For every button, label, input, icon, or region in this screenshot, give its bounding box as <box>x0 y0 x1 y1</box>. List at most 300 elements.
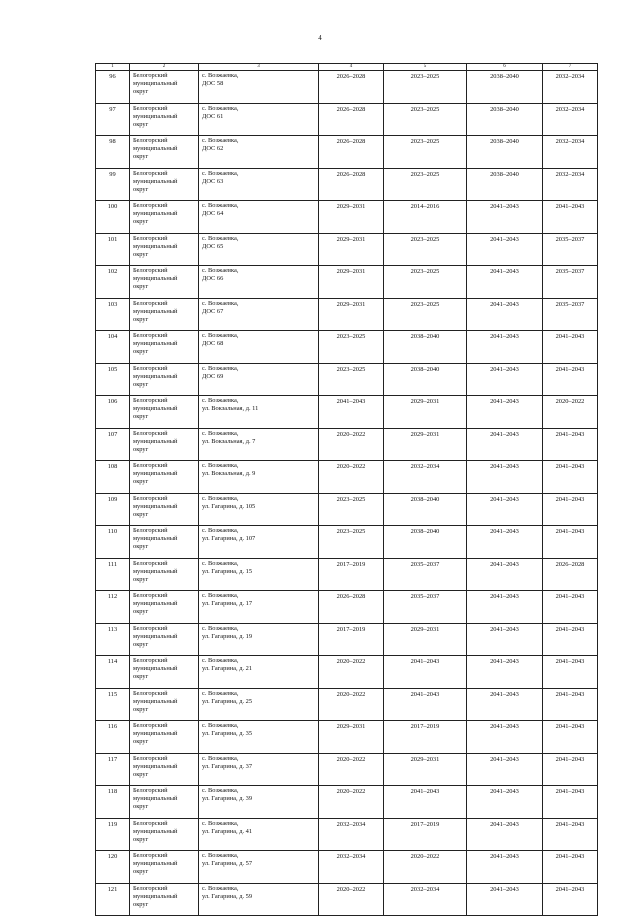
district-line: муниципальный <box>133 535 178 542</box>
address-line: с. Возжаевка, <box>202 689 239 697</box>
address-cell <box>199 721 319 754</box>
address-cell <box>199 493 319 526</box>
district-line: Белогорский <box>133 754 168 762</box>
period-cell-p4: 2020–2022 <box>319 428 384 461</box>
period-cell-p4: 2032–2034 <box>319 818 384 851</box>
period-cell-p5: 2023–2025 <box>384 136 467 169</box>
district-line: Белогорский <box>133 202 168 209</box>
period-cell-p4: 2029–2031 <box>319 233 384 266</box>
district-line: муниципальный <box>133 275 178 282</box>
period-cell-p5: 2038–2040 <box>384 493 467 526</box>
table-row <box>96 461 598 494</box>
row-number-cell: 111 <box>96 558 130 591</box>
address-line: ДОС 62 <box>202 145 224 152</box>
district-line: округ <box>133 315 149 323</box>
period-cell-p7: 2035–2037 <box>543 233 598 266</box>
district-cell <box>130 363 199 396</box>
period-cell-p7: 2032–2034 <box>543 136 598 169</box>
address-line: ДОС 65 <box>202 242 224 250</box>
address-line: ДОС 61 <box>202 112 224 120</box>
address-line: ДОС 63 <box>202 177 224 185</box>
district-cell <box>130 396 199 429</box>
period-cell-p5: 2029–2031 <box>384 623 467 656</box>
district-line: Белогорский <box>133 624 168 632</box>
period-cell-p5: 2038–2040 <box>384 526 467 559</box>
address-line: ул. Гагарина, д. 17 <box>202 600 253 607</box>
period-cell-p4: 2029–2031 <box>319 266 384 299</box>
period-cell-p7: 2041–2043 <box>543 656 598 689</box>
period-cell-p5: 2035–2037 <box>384 558 467 591</box>
period-cell-p6: 2041–2043 <box>467 461 543 494</box>
district-cell <box>130 818 199 851</box>
period-cell-p7: 2041–2043 <box>543 461 598 494</box>
address-cell <box>199 136 319 169</box>
schedule-table <box>95 63 598 916</box>
district-line: муниципальный <box>133 307 178 315</box>
address-cell <box>199 103 319 136</box>
address-line: ул. Вокзальная, д. 9 <box>202 470 256 477</box>
period-cell-p6: 2041–2043 <box>467 656 543 689</box>
address-line: ул. Гагарина, д. 107 <box>202 535 256 542</box>
table-row <box>96 688 598 721</box>
period-cell-p7: 2041–2043 <box>543 623 598 656</box>
district-cell <box>130 493 199 526</box>
address-line: с. Возжаевка, <box>202 104 239 112</box>
table-row <box>96 363 598 396</box>
address-line: с. Возжаевка, <box>202 234 239 242</box>
address-line: с. Возжаевка, <box>202 299 239 307</box>
table-row <box>96 396 598 429</box>
period-cell-p6: 2041–2043 <box>467 591 543 624</box>
address-line: с. Возжаевка, <box>202 429 239 437</box>
row-number-cell: 107 <box>96 428 130 461</box>
address-line: ул. Гагарина, д. 41 <box>202 827 253 835</box>
page-number: 4 <box>318 34 322 42</box>
district-line: муниципальный <box>133 762 178 770</box>
district-line: муниципальный <box>133 795 178 802</box>
district-line: округ <box>133 868 149 875</box>
period-cell-p7: 2041–2043 <box>543 493 598 526</box>
district-cell <box>130 883 199 916</box>
district-line: округ <box>133 673 149 680</box>
district-line: округ <box>133 185 149 193</box>
period-cell-p6: 2041–2043 <box>467 526 543 559</box>
district-cell <box>130 71 199 104</box>
address-line: с. Возжаевка, <box>202 397 239 404</box>
district-line: муниципальный <box>133 437 178 445</box>
period-cell-p7: 2041–2043 <box>543 818 598 851</box>
period-cell-p6: 2041–2043 <box>467 851 543 884</box>
table-row <box>96 753 598 786</box>
period-cell-p7: 2032–2034 <box>543 168 598 201</box>
header-cell: 1 <box>96 64 130 71</box>
address-cell <box>199 396 319 429</box>
period-cell-p4: 2020–2022 <box>319 688 384 721</box>
district-line: муниципальный <box>133 210 178 217</box>
period-cell-p6: 2041–2043 <box>467 688 543 721</box>
period-cell-p4: 2029–2031 <box>319 201 384 234</box>
row-number-cell: 120 <box>96 851 130 884</box>
period-cell-p5: 2017–2019 <box>384 721 467 754</box>
district-line: муниципальный <box>133 405 178 412</box>
period-cell-p7: 2032–2034 <box>543 71 598 104</box>
period-cell-p4: 2023–2025 <box>319 493 384 526</box>
address-cell <box>199 266 319 299</box>
district-line: округ <box>133 738 149 745</box>
period-cell-p7: 2041–2043 <box>543 688 598 721</box>
district-cell <box>130 168 199 201</box>
district-line: округ <box>133 900 149 908</box>
address-cell <box>199 591 319 624</box>
address-line: с. Возжаевка, <box>202 137 239 144</box>
district-cell <box>130 428 199 461</box>
period-cell-p4: 2029–2031 <box>319 721 384 754</box>
period-cell-p6: 2041–2043 <box>467 363 543 396</box>
table-row <box>96 786 598 819</box>
district-line: муниципальный <box>133 112 178 120</box>
district-line: Белогорский <box>133 852 168 859</box>
district-line: Белогорский <box>133 267 168 274</box>
period-cell-p7: 2041–2043 <box>543 201 598 234</box>
row-number-cell: 121 <box>96 883 130 916</box>
district-cell <box>130 558 199 591</box>
district-cell <box>130 688 199 721</box>
period-cell-p6: 2041–2043 <box>467 786 543 819</box>
district-line: муниципальный <box>133 632 178 640</box>
district-line: Белогорский <box>133 819 168 827</box>
period-cell-p4: 2026–2028 <box>319 103 384 136</box>
table-row <box>96 428 598 461</box>
district-line: муниципальный <box>133 827 178 835</box>
address-line: с. Возжаевка, <box>202 332 239 339</box>
district-line: округ <box>133 575 149 583</box>
address-line: с. Возжаевка, <box>202 787 239 794</box>
district-line: округ <box>133 218 149 225</box>
period-cell-p6: 2041–2043 <box>467 233 543 266</box>
period-cell-p5: 2041–2043 <box>384 688 467 721</box>
address-line: ДОС 58 <box>202 80 224 87</box>
address-line: ДОС 64 <box>202 210 224 217</box>
address-line: с. Возжаевка, <box>202 494 239 502</box>
district-line: Белогорский <box>133 429 168 437</box>
row-number-cell: 96 <box>96 71 130 104</box>
address-line: ул. Вокзальная, д. 7 <box>202 437 256 445</box>
district-line: Белогорский <box>133 592 168 599</box>
row-number-cell: 119 <box>96 818 130 851</box>
district-line: округ <box>133 510 149 518</box>
period-cell-p7: 2032–2034 <box>543 103 598 136</box>
period-cell-p4: 2017–2019 <box>319 623 384 656</box>
period-cell-p4: 2026–2028 <box>319 168 384 201</box>
period-cell-p7: 2041–2043 <box>543 786 598 819</box>
district-cell <box>130 331 199 364</box>
district-line: муниципальный <box>133 242 178 250</box>
period-cell-p7: 2041–2043 <box>543 428 598 461</box>
period-cell-p6: 2041–2043 <box>467 818 543 851</box>
district-line: округ <box>133 835 149 843</box>
district-line: муниципальный <box>133 470 178 477</box>
header-cell: 6 <box>467 64 543 71</box>
address-line: с. Возжаевка, <box>202 527 239 534</box>
table-row <box>96 298 598 331</box>
district-line: округ <box>133 120 149 128</box>
address-line: с. Возжаевка, <box>202 657 239 664</box>
period-cell-p6: 2041–2043 <box>467 883 543 916</box>
table-row <box>96 851 598 884</box>
period-cell-p5: 2014–2016 <box>384 201 467 234</box>
row-number-cell: 102 <box>96 266 130 299</box>
row-number-cell: 97 <box>96 103 130 136</box>
period-cell-p4: 2023–2025 <box>319 331 384 364</box>
address-line: с. Возжаевка, <box>202 462 239 469</box>
row-number-cell: 106 <box>96 396 130 429</box>
row-number-cell: 108 <box>96 461 130 494</box>
district-line: Белогорский <box>133 494 168 502</box>
address-cell <box>199 201 319 234</box>
period-cell-p4: 2023–2025 <box>319 526 384 559</box>
address-cell <box>199 71 319 104</box>
header-cell: 5 <box>384 64 467 71</box>
district-line: Белогорский <box>133 104 168 112</box>
district-cell <box>130 623 199 656</box>
district-line: округ <box>133 153 149 160</box>
header-row <box>96 64 598 71</box>
table-body <box>96 71 598 916</box>
district-line: округ <box>133 543 149 550</box>
address-line: ДОС 68 <box>202 340 224 347</box>
period-cell-p6: 2041–2043 <box>467 428 543 461</box>
district-cell <box>130 656 199 689</box>
period-cell-p7: 2041–2043 <box>543 753 598 786</box>
district-line: округ <box>133 640 149 648</box>
address-line: ул. Гагарина, д. 59 <box>202 892 253 900</box>
district-line: округ <box>133 705 149 713</box>
period-cell-p5: 2029–2031 <box>384 428 467 461</box>
address-cell <box>199 753 319 786</box>
period-cell-p4: 2026–2028 <box>319 591 384 624</box>
period-cell-p7: 2041–2043 <box>543 851 598 884</box>
address-cell <box>199 818 319 851</box>
row-number-cell: 99 <box>96 168 130 201</box>
period-cell-p6: 2041–2043 <box>467 396 543 429</box>
period-cell-p5: 2023–2025 <box>384 233 467 266</box>
address-line: ул. Гагарина, д. 19 <box>202 632 253 640</box>
district-line: муниципальный <box>133 80 178 87</box>
period-cell-p7: 2020–2022 <box>543 396 598 429</box>
period-cell-p4: 2032–2034 <box>319 851 384 884</box>
period-cell-p5: 2029–2031 <box>384 753 467 786</box>
period-cell-p6: 2041–2043 <box>467 623 543 656</box>
table-row <box>96 818 598 851</box>
district-line: муниципальный <box>133 892 178 900</box>
address-line: с. Возжаевка, <box>202 202 239 209</box>
address-line: ул. Гагарина, д. 39 <box>202 795 253 802</box>
period-cell-p6: 2041–2043 <box>467 298 543 331</box>
address-line: с. Возжаевка, <box>202 624 239 632</box>
district-cell <box>130 136 199 169</box>
table-row <box>96 233 598 266</box>
district-line: Белогорский <box>133 234 168 242</box>
period-cell-p7: 2041–2043 <box>543 721 598 754</box>
period-cell-p5: 2023–2025 <box>384 266 467 299</box>
period-cell-p5: 2041–2043 <box>384 656 467 689</box>
row-number-cell: 104 <box>96 331 130 364</box>
address-cell <box>199 883 319 916</box>
address-line: с. Возжаевка, <box>202 819 239 827</box>
period-cell-p4: 2020–2022 <box>319 461 384 494</box>
district-line: Белогорский <box>133 169 168 177</box>
address-line: ул. Гагарина, д. 57 <box>202 860 253 867</box>
address-line: ДОС 66 <box>202 275 224 282</box>
address-line: ул. Гагарина, д. 15 <box>202 567 253 575</box>
district-line: муниципальный <box>133 860 178 867</box>
period-cell-p6: 2041–2043 <box>467 493 543 526</box>
district-line: Белогорский <box>133 559 168 567</box>
district-line: округ <box>133 283 149 290</box>
address-cell <box>199 623 319 656</box>
table-row <box>96 71 598 104</box>
period-cell-p6: 2041–2043 <box>467 266 543 299</box>
district-line: муниципальный <box>133 177 178 185</box>
district-line: муниципальный <box>133 372 178 380</box>
address-line: с. Возжаевка, <box>202 72 239 79</box>
district-line: муниципальный <box>133 340 178 347</box>
period-cell-p6: 2041–2043 <box>467 753 543 786</box>
district-cell <box>130 721 199 754</box>
address-line: ул. Вокзальная, д. 11 <box>202 405 259 412</box>
district-line: округ <box>133 380 149 388</box>
period-cell-p6: 2041–2043 <box>467 721 543 754</box>
row-number-cell: 100 <box>96 201 130 234</box>
period-cell-p4: 2041–2043 <box>319 396 384 429</box>
district-cell <box>130 526 199 559</box>
period-cell-p6: 2038–2040 <box>467 136 543 169</box>
table-row <box>96 103 598 136</box>
address-line: ул. Гагарина, д. 35 <box>202 730 253 737</box>
address-line: ул. Гагарина, д. 21 <box>202 665 253 672</box>
period-cell-p4: 2020–2022 <box>319 656 384 689</box>
address-line: ДОС 69 <box>202 372 224 380</box>
row-number-cell: 116 <box>96 721 130 754</box>
district-cell <box>130 201 199 234</box>
district-line: Белогорский <box>133 462 168 469</box>
period-cell-p5: 2032–2034 <box>384 461 467 494</box>
period-cell-p4: 2017–2019 <box>319 558 384 591</box>
row-number-cell: 113 <box>96 623 130 656</box>
address-line: с. Возжаевка, <box>202 364 239 372</box>
table-row <box>96 721 598 754</box>
period-cell-p6: 2038–2040 <box>467 103 543 136</box>
district-line: муниципальный <box>133 697 178 705</box>
row-number-cell: 117 <box>96 753 130 786</box>
table-row <box>96 591 598 624</box>
period-cell-p5: 2038–2040 <box>384 331 467 364</box>
header-cell: 4 <box>319 64 384 71</box>
period-cell-p6: 2041–2043 <box>467 331 543 364</box>
district-line: Белогорский <box>133 332 168 339</box>
period-cell-p5: 2017–2019 <box>384 818 467 851</box>
table-row <box>96 201 598 234</box>
row-number-cell: 103 <box>96 298 130 331</box>
district-cell <box>130 233 199 266</box>
table-row <box>96 558 598 591</box>
period-cell-p4: 2026–2028 <box>319 136 384 169</box>
district-line: Белогорский <box>133 299 168 307</box>
period-cell-p5: 2020–2022 <box>384 851 467 884</box>
district-line: Белогорский <box>133 689 168 697</box>
address-line: с. Возжаевка, <box>202 884 239 892</box>
district-cell <box>130 461 199 494</box>
district-cell <box>130 591 199 624</box>
period-cell-p5: 2023–2025 <box>384 298 467 331</box>
district-cell <box>130 786 199 819</box>
district-line: округ <box>133 445 149 453</box>
address-cell <box>199 656 319 689</box>
district-line: Белогорский <box>133 364 168 372</box>
district-line: Белогорский <box>133 72 168 79</box>
address-line: с. Возжаевка, <box>202 722 239 729</box>
district-line: Белогорский <box>133 657 168 664</box>
address-cell <box>199 786 319 819</box>
period-cell-p7: 2041–2043 <box>543 526 598 559</box>
address-cell <box>199 558 319 591</box>
table-row <box>96 266 598 299</box>
period-cell-p4: 2020–2022 <box>319 786 384 819</box>
period-cell-p7: 2041–2043 <box>543 591 598 624</box>
address-line: с. Возжаевка, <box>202 559 239 567</box>
table-header <box>96 64 598 71</box>
period-cell-p7: 2026–2028 <box>543 558 598 591</box>
row-number-cell: 114 <box>96 656 130 689</box>
period-cell-p4: 2020–2022 <box>319 753 384 786</box>
district-cell <box>130 851 199 884</box>
table-row <box>96 623 598 656</box>
period-cell-p6: 2038–2040 <box>467 71 543 104</box>
period-cell-p5: 2038–2040 <box>384 363 467 396</box>
district-cell <box>130 103 199 136</box>
address-cell <box>199 461 319 494</box>
address-line: ул. Гагарина, д. 25 <box>202 697 253 705</box>
period-cell-p7: 2041–2043 <box>543 883 598 916</box>
table-row <box>96 136 598 169</box>
district-line: муниципальный <box>133 567 178 575</box>
period-cell-p7: 2041–2043 <box>543 331 598 364</box>
table-row <box>96 883 598 916</box>
address-cell <box>199 428 319 461</box>
period-cell-p6: 2041–2043 <box>467 558 543 591</box>
period-cell-p4: 2026–2028 <box>319 71 384 104</box>
district-line: муниципальный <box>133 502 178 510</box>
district-line: Белогорский <box>133 527 168 534</box>
row-number-cell: 110 <box>96 526 130 559</box>
district-line: округ <box>133 478 149 485</box>
row-number-cell: 112 <box>96 591 130 624</box>
table-row <box>96 526 598 559</box>
period-cell-p5: 2023–2025 <box>384 71 467 104</box>
district-cell <box>130 298 199 331</box>
district-line: муниципальный <box>133 600 178 607</box>
district-cell <box>130 753 199 786</box>
address-cell <box>199 233 319 266</box>
period-cell-p5: 2041–2043 <box>384 786 467 819</box>
period-cell-p5: 2023–2025 <box>384 168 467 201</box>
header-cell: 7 <box>543 64 598 71</box>
address-line: ул. Гагарина, д. 37 <box>202 762 253 770</box>
row-number-cell: 101 <box>96 233 130 266</box>
address-line: ул. Гагарина, д. 105 <box>202 502 256 510</box>
period-cell-p5: 2035–2037 <box>384 591 467 624</box>
district-line: муниципальный <box>133 665 178 672</box>
